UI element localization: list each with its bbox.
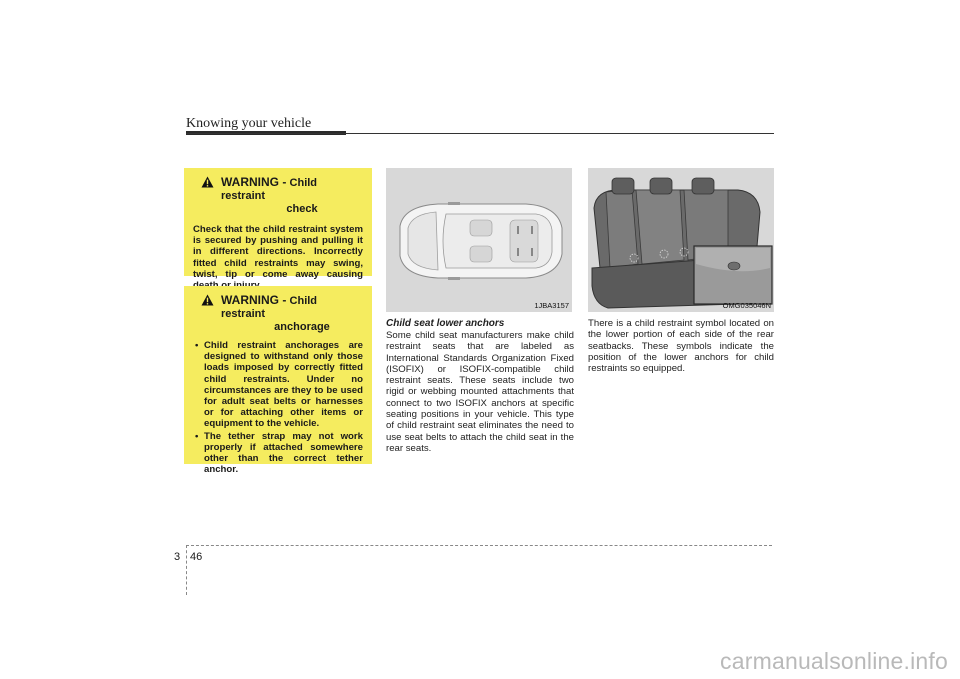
section-body: Some child seat manufacturers make child restraint seats that are labeled as International Standards Organization Fixed (ISOFIX) or ISOFIX-compatible child restraint seats. These seats include two rigid or webbing mounted attachments that connect to two ISOFIX anchors at specific seating positions in your vehicle. This type of child restraint seat eliminates the need to use seat belts to attach the child seat in the rear seats. bbox=[386, 330, 574, 454]
warning-subject-line1: Child restraint bbox=[221, 177, 318, 202]
rear-seat-illustration bbox=[588, 168, 774, 312]
warning-triangle-icon bbox=[201, 294, 214, 306]
warning-subject-line1: Child restraint bbox=[221, 295, 318, 320]
section-title: Child seat lower anchors bbox=[386, 318, 505, 329]
right-column-body: There is a child restraint symbol located on the lower portion of each side of the rear seatbacks. These symbols indicate the position of the lower anchors for child restraints so equipped. bbox=[588, 318, 774, 375]
warning-keyword: WARNING - bbox=[221, 175, 287, 189]
page-number: 46 bbox=[190, 551, 203, 563]
warning-box-restraint-check bbox=[184, 168, 372, 280]
chapter-number: 3 bbox=[174, 551, 181, 563]
warning-bullet-list bbox=[193, 340, 363, 475]
warning-heading bbox=[193, 176, 363, 216]
figure-car-top-view bbox=[386, 168, 572, 312]
page-header-title: Knowing your vehicle bbox=[186, 116, 312, 131]
footer-separator bbox=[186, 545, 187, 595]
warning-triangle-icon bbox=[201, 176, 214, 188]
car-top-view-illustration bbox=[386, 168, 572, 312]
warning-bullet: • The tether strap may not work properly if attached somewhere other than the correct tether anchor. bbox=[193, 431, 363, 476]
figure-code: OMG035046N bbox=[722, 301, 771, 310]
warning-heading bbox=[193, 294, 363, 334]
figure-rear-seats bbox=[588, 168, 774, 312]
footer-rule bbox=[186, 545, 772, 546]
warning-bullet: • Child restraint anchorages are designed to withstand only those loads imposed by correctly fitted child restraints. Under no circumstances are they to be used for adult seat belts or harnesses or for attaching other items or equipment to the vehicle. bbox=[193, 340, 363, 430]
watermark: carmanualsonline.info bbox=[720, 648, 948, 674]
warning-keyword: WARNING - bbox=[221, 293, 287, 307]
warning-box-restraint-anchorage bbox=[184, 286, 372, 476]
header-rule bbox=[186, 133, 774, 134]
warning-body: Check that the child restraint system is secured by pushing and pulling it in different directions. Incorrectly fitted child restraints may swing, twist, tip or come away causing bbox=[193, 224, 363, 280]
warning-subject-line2: check bbox=[286, 203, 318, 215]
warning-subject-line2: anchorage bbox=[274, 321, 330, 333]
figure-code: 1JBA3157 bbox=[534, 301, 569, 310]
